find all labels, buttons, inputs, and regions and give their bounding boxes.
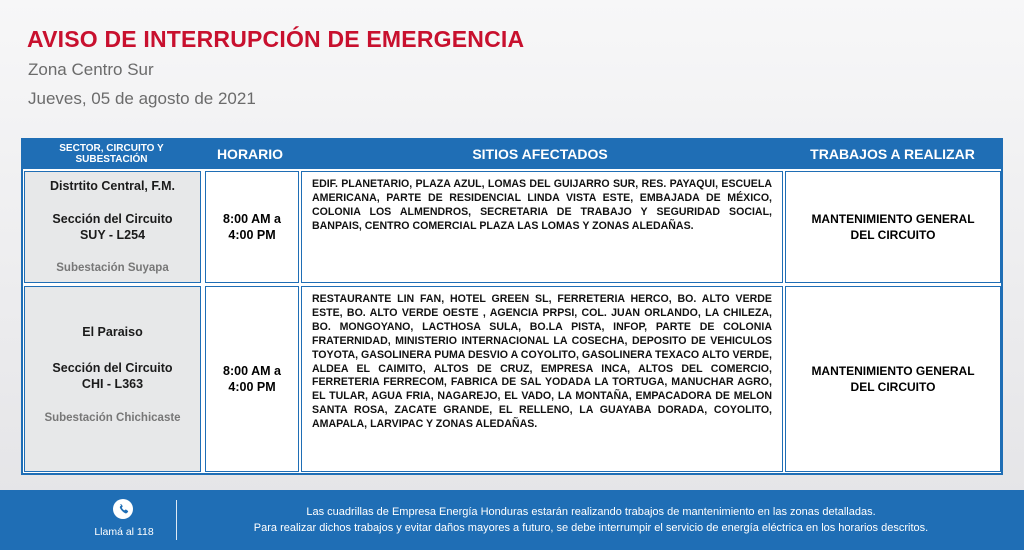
row1-sector-cell	[24, 171, 201, 283]
row2-time-start: 8:00 AM a	[223, 364, 281, 378]
footer-line2: Para realizar dichos trabajos y evitar daños mayores a futuro, se debe interrumpir el servicio de energía eléctrica en los horarios descritos.	[253, 522, 929, 534]
row2-substation: Subestación Chichicaste	[44, 412, 181, 424]
header-sector-line1: SECTOR, CIRCUITO Y	[59, 142, 164, 154]
row2-work-cell	[785, 286, 1001, 472]
row1-work-line2: DEL CIRCUITO	[850, 228, 936, 242]
zone-name: Zona Centro Sur	[28, 60, 154, 79]
row2-schedule-cell	[205, 286, 299, 472]
row2-work-line1: MANTENIMIENTO GENERAL	[811, 364, 975, 378]
footer-divider	[176, 500, 177, 540]
page-title: AVISO DE INTERRUPCIÓN DE EMERGENCIA	[27, 26, 525, 52]
row1-circuit: SUY - L254	[79, 228, 146, 242]
table-header	[21, 138, 1003, 169]
row1-area: Distrtito Central, F.M.	[49, 179, 175, 193]
row2-sector-cell	[24, 286, 201, 472]
row1-substation: Subestación Suyapa	[56, 262, 169, 274]
footer-message	[186, 504, 996, 536]
row1-sites-cell: EDIF. PLANETARIO, PLAZA AZUL, LOMAS DEL GUIJARRO SUR, RES. PAYAQUI, ESCUELA AMERICANA, PARTE DE RESIDENCIAL LINDA VISTA ESTE, EMBAJADA DE MÉXICO, COLONIA LOS ALMENDROS, SECRETARIA DE TRABAJO Y SEGURIDAD SOCIAL, BANPAIS, CENTRO COMERCIAL PLAZA LAS LOMAS Y ZONAS ALEDAÑAS.	[301, 171, 783, 283]
row2-time-end: 4:00 PM	[228, 380, 276, 394]
row2-sites-cell: RESTAURANTE LIN FAN, HOTEL GREEN SL, FERRETERIA HERCO, BO. ALTO VERDE ESTE, BO. ALTO VERDE OESTE , AGENCIA PRPSI, COL. JUAN ORLANDO, LA CHILEZA, BO. MONGOYANO, LACTHOSA SULA, BO.LA PISTA, INFOP, PARTE DE COLONIA FRATERNIDAD, MINISTERIO INTERNACIONAL LA COSECHA, DEPOSITO DE VEHICULOS TOYOTA, GASOLINERA PUMA DESVIO A COYOLITO, GASOLINERA TEXACO ALTO VERDE, ALDEA EL CAIMITO, ALTOS DE CRUZ, EMPRESA INCA, ALTOS DEL COMERCIO, FERRETERIA FERRECOM, FABRICA DE SAL YODADA LA TORTUGA, MANUCHAR AGRO, EL TULAR, AGUA FRIA, NAGAREJO, EL VADO, LA MONTAÑA, EMPACADORA DE MELON SANTA ROSA, ZACATE GRANDE, EL RELLENO, LA GUAYABA DORADA, COYOLITO, AMAPALA, LARVIPAC Y ZONAS ALEDAÑAS.	[301, 286, 783, 472]
row1-work-line1: MANTENIMIENTO GENERAL	[811, 212, 975, 226]
header-sector	[21, 138, 202, 169]
row2-circuit: CHI - L363	[81, 377, 144, 391]
row2-area: El Paraiso	[82, 325, 143, 339]
row1-circuit-label: Sección del Circuito	[52, 212, 173, 226]
outage-table	[21, 138, 1003, 475]
call-label: Llamá al 118	[94, 526, 154, 538]
row2-circuit-label: Sección del Circuito	[52, 361, 173, 375]
row1-time-end: 4:00 PM	[228, 228, 276, 242]
phone-icon[interactable]	[113, 499, 133, 519]
footer-bar	[0, 490, 1024, 550]
row1-schedule-cell	[205, 171, 299, 283]
header-work: TRABAJOS A REALIZAR	[810, 145, 975, 162]
row1-work-cell	[785, 171, 1001, 283]
header-schedule: HORARIO	[216, 145, 284, 162]
header-sites: SITIOS AFECTADOS	[472, 145, 608, 162]
header-sector-line2: SUBESTACIÓN	[75, 153, 148, 165]
row2-work-line2: DEL CIRCUITO	[850, 380, 936, 394]
row1-time-start: 8:00 AM a	[223, 212, 281, 226]
footer-line1: Las cuadrillas de Empresa Energía Honduras estarán realizando trabajos de mantenimiento en las zonas detalladas.	[306, 506, 876, 518]
notice-date: Jueves, 05 de agosto de 2021	[28, 89, 256, 108]
